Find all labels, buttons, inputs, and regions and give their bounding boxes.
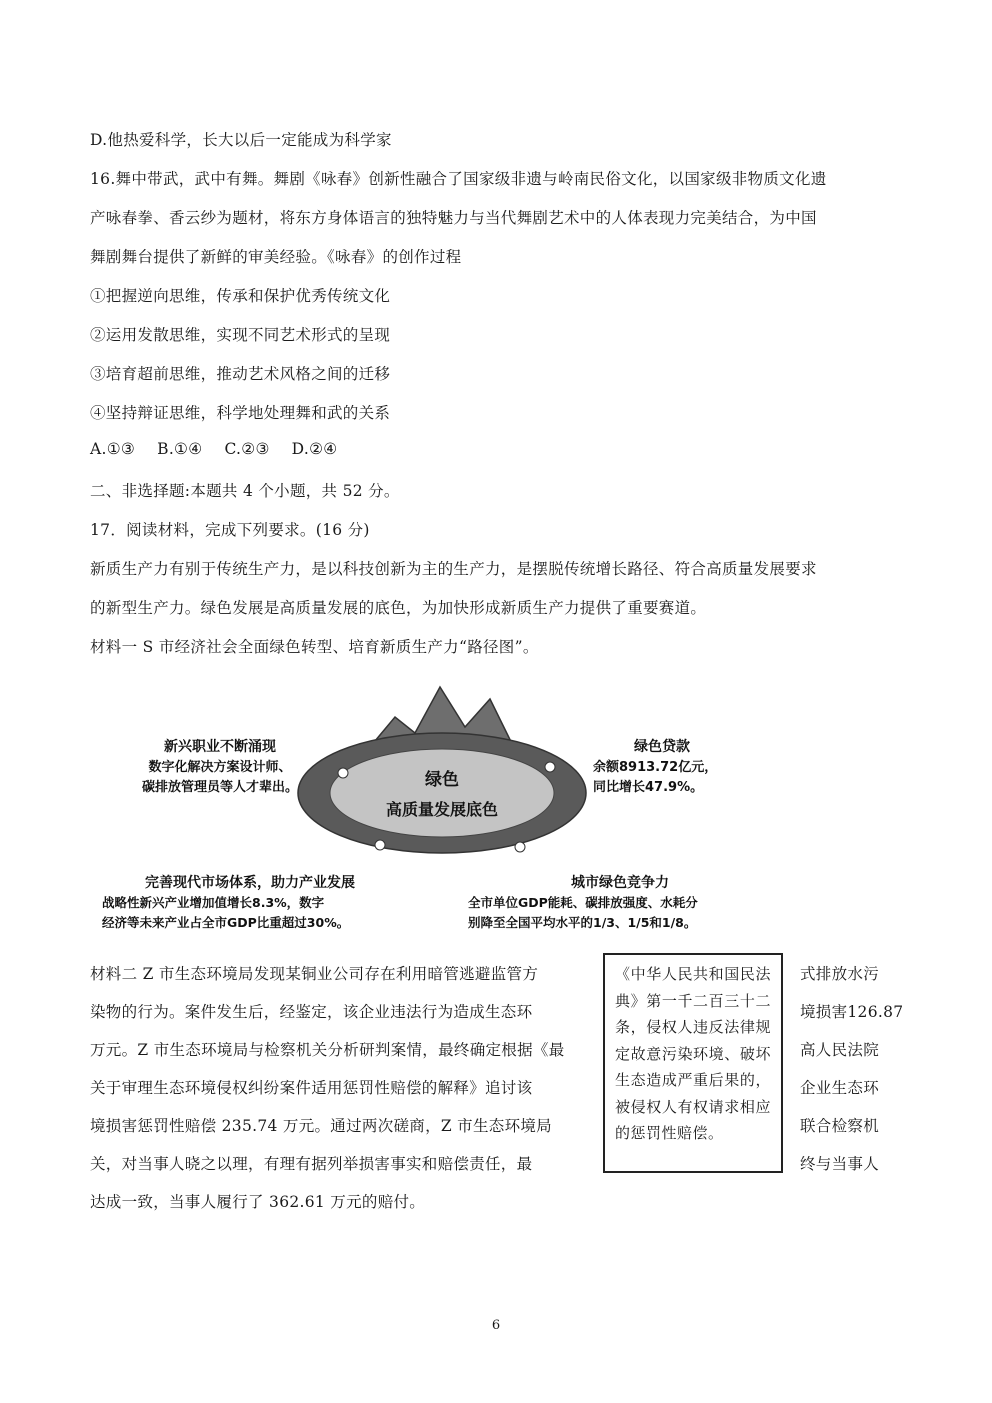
q16-item-3: ③培育超前思维，推动艺术风格之间的迁移 (90, 365, 391, 383)
material-2-line-2: 染物的行为。案件发生后，经鉴定，该企业违法行为造成生态环 (90, 1003, 533, 1021)
bottom-left-title: 完善现代市场体系，助力产业发展 (145, 875, 355, 891)
material-2-right-line-5: 联合检察机 (800, 1117, 880, 1135)
material-2-line-6: 关，对当事人晓之以理，有理有据列举损害事实和赔偿责任，最 (90, 1155, 533, 1173)
q16-option-d: D.②④ (291, 440, 338, 458)
section-2-heading: 二、非选择题:本题共 4 个小题，共 52 分。 (90, 482, 400, 500)
roadmap-graphic (90, 665, 910, 945)
q16-item-4: ④坚持辩证思维，科学地处理舞和武的关系 (90, 404, 391, 422)
page-number: 6 (491, 1318, 501, 1333)
bottom-right-line-2: 别降至全国平均水平的1/3、1/5和1/8。 (468, 915, 697, 930)
material-2-right-line-6: 终与当事人 (800, 1155, 880, 1173)
q16-option-c: C.②③ (224, 440, 270, 458)
top-left-title: 新兴职业不断涌现 (164, 739, 276, 755)
q17-intro-line-1: 新质生产力有别于传统生产力，是以科技创新为主的生产力，是摆脱传统增长路径、符合高质量发展要求 (90, 560, 817, 578)
material-1-caption: 材料一 S 市经济社会全面绿色转型、培育新质生产力“路径图”。 (90, 638, 539, 656)
material-2-line-1: 材料二 Z 市生态环境局发现某铜业公司存在利用暗管逃避监管方 (90, 965, 539, 983)
material-2-right-line-1: 式排放水污 (800, 965, 880, 983)
q16-option-b: B.①④ (157, 440, 203, 458)
bottom-left-line-2: 经济等未来产业占全市GDP比重超过30%。 (102, 915, 350, 930)
material-2-line-5: 境损害惩罚性赔偿 235.74 万元。通过两次磋商，Z 市生态环境局 (90, 1117, 552, 1135)
bottom-left-line-1: 战略性新兴产业增加值增长8.3%，数字 (102, 895, 325, 910)
material-2-line-3: 万元。Z 市生态环境局与检察机关分析研判案情，最终确定根据《最 (90, 1041, 565, 1059)
material-2-right-line-3: 高人民法院 (800, 1041, 880, 1059)
q16-option-a: A.①③ (90, 440, 136, 458)
connector-dot (545, 762, 555, 772)
inner-ellipse (330, 749, 554, 837)
civil-code-quote-box: 《中华人民共和国民法典》第一千二百三十二条，侵权人违反法律规定故意污染环境、破坏生态造成严重后果的，被侵权人有权请求相应的惩罚性赔偿。 (603, 953, 783, 1173)
connector-dot (515, 842, 525, 852)
center-label-2: 高质量发展底色 (385, 800, 499, 819)
q16-item-2: ②运用发散思维，实现不同艺术形式的呈现 (90, 326, 391, 344)
material-2-line-4: 关于审理生态环境侵权纠纷案件适用惩罚性赔偿的解释》追讨该 (90, 1079, 533, 1097)
q17-intro-line-2: 的新型生产力。绿色发展是高质量发展的底色，为加快形成新质生产力提供了重要赛道。 (90, 599, 707, 617)
q16-stem-line-2: 产咏春拳、香云纱为题材，将东方身体语言的独特魅力与当代舞剧艺术中的人体表现力完美结合，为中国 (90, 209, 817, 227)
material-2-line-7: 达成一致，当事人履行了 362.61 万元的赔付。 (90, 1193, 426, 1211)
q16-stem-line-1: 16.舞中带武，武中有舞。舞剧《咏春》创新性融合了国家级非遗与岭南民俗文化，以国家级非物质文化遗 (90, 170, 827, 188)
material-2-right-line-4: 企业生态环 (800, 1079, 880, 1097)
top-left-line-2: 碳排放管理员等人才辈出。 (141, 780, 299, 795)
top-right-line-2: 同比增长47.9%。 (593, 780, 704, 795)
bottom-right-title: 城市绿色竞争力 (571, 875, 669, 891)
roadmap-figure (90, 665, 910, 945)
top-right-line-1: 余额8913.72亿元， (593, 760, 718, 775)
top-left-line-1: 数字化解决方案设计师、 (148, 760, 292, 775)
top-right-title: 绿色贷款 (634, 739, 690, 755)
q17-header: 17．阅读材料，完成下列要求。(16 分) (90, 521, 370, 539)
q16-options (90, 440, 359, 458)
material-2-right-line-2: 境损害126.87 (800, 1003, 904, 1021)
q16-item-1: ①把握逆向思维，传承和保护优秀传统文化 (90, 287, 391, 305)
bottom-right-line-1: 全市单位GDP能耗、碳排放强度、水耗分 (468, 895, 698, 910)
q15-option-d: D.他热爱科学，长大以后一定能成为科学家 (90, 131, 392, 149)
connector-dot (338, 768, 348, 778)
q16-stem-line-3: 舞剧舞台提供了新鲜的审美经验。《咏春》的创作过程 (90, 248, 462, 266)
connector-dot (375, 840, 385, 850)
center-label-1: 绿色 (425, 770, 459, 790)
